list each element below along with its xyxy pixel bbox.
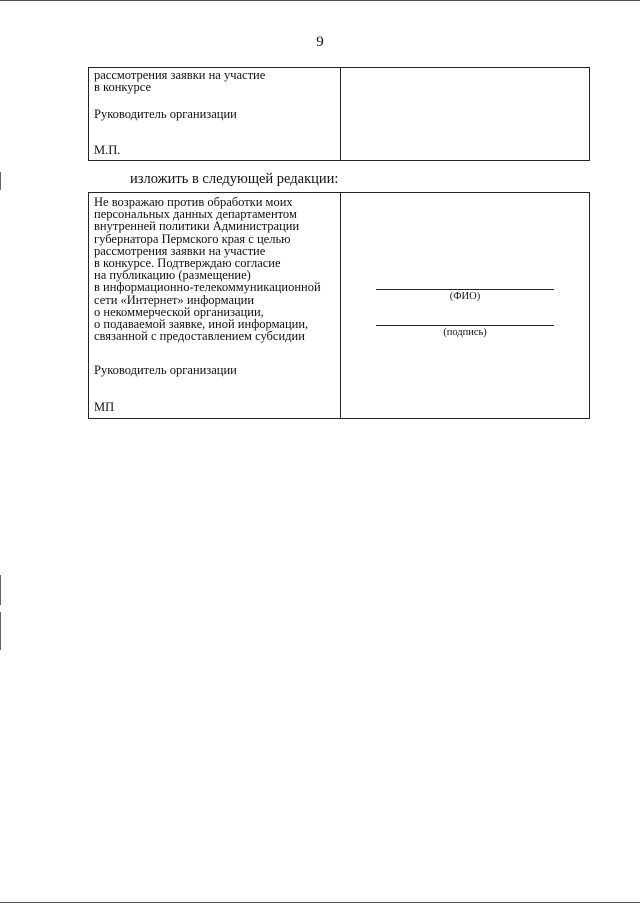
fio-caption: (ФИО) — [449, 291, 481, 302]
old-form-signer: Руководитель организации — [94, 107, 237, 121]
scan-bottom-edge — [0, 902, 640, 903]
signature-caption: (подпись) — [443, 327, 487, 338]
new-form-signer: Руководитель организации — [94, 363, 237, 377]
old-form-table — [88, 67, 590, 161]
old-form-right-cell — [340, 68, 589, 160]
scan-edge-mark — [0, 575, 1, 605]
new-form-table — [88, 192, 590, 419]
old-form-stamp: М.П. — [94, 143, 121, 157]
page-number: 9 — [316, 34, 324, 50]
new-form-left-cell — [89, 193, 341, 418]
scan-top-edge — [0, 0, 640, 1]
old-form-left-cell — [89, 68, 341, 160]
new-form-stamp: МП — [94, 400, 115, 414]
old-form-text: рассмотрения заявки на участие в конкурсе — [94, 68, 266, 95]
scan-edge-mark — [0, 172, 1, 190]
consent-text: Не возражаю против обработки моих персональных данных департаментом внутренней политики Администрации губернатора Пермского края с целью рассмотрения заявки на участие в конкурсе. Подтверждаю согласие на публикацию (размещение) в информационно-телекоммуникационной сети «Интернет» информации о некоммерческой организации, о подаваемой заявке, иной информации, связанной с предоставлением субсидии — [94, 195, 321, 344]
signature-line — [376, 325, 554, 326]
fio-line — [376, 289, 554, 290]
instruction-heading: изложить в следующей редакции: — [130, 171, 339, 187]
scan-edge-mark — [0, 612, 1, 650]
new-form-right-cell — [340, 193, 589, 418]
